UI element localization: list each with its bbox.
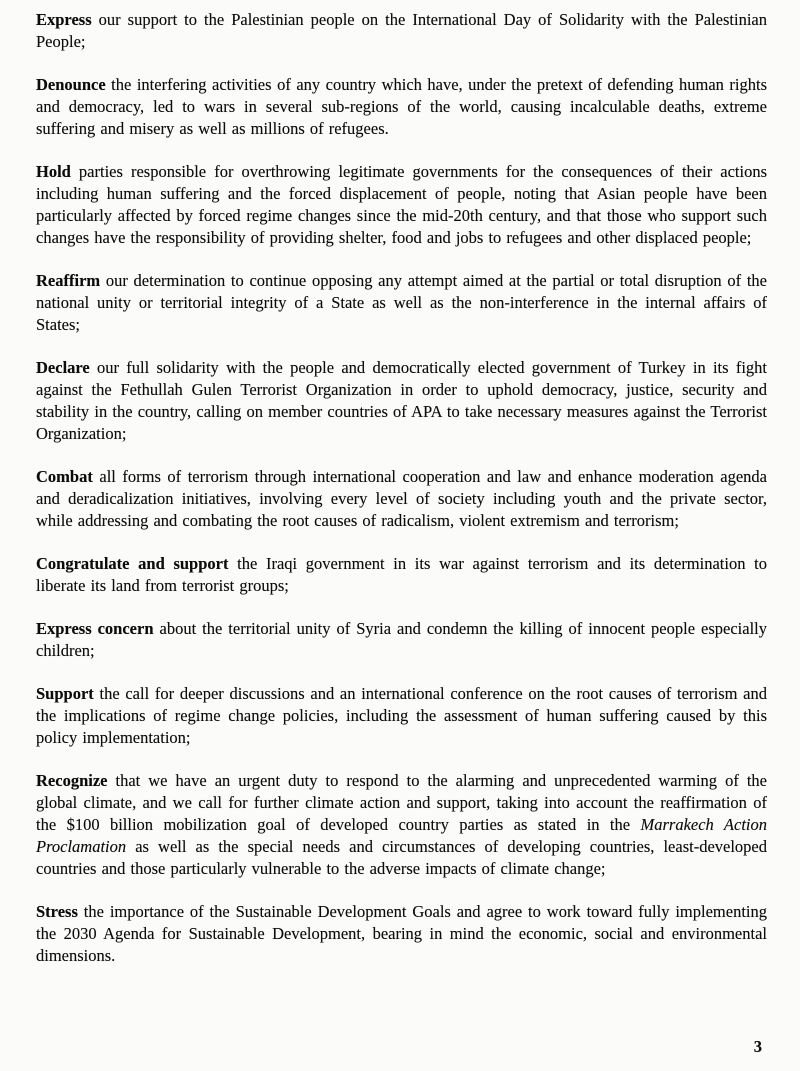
page-number: 3 [753, 1037, 762, 1056]
paragraph-segment-italic: Marrakech Action Proclamation [36, 815, 767, 856]
paragraph [36, 901, 767, 967]
paragraph-segment-bold: Support [36, 684, 94, 703]
paragraph-segment-bold: Recognize [36, 771, 108, 790]
paragraph [36, 9, 767, 53]
paragraph-segment-normal: the call for deeper discussions and an international conference on the root causes of terrorism and the implications of regime change policies, including the assessment of human suffering caused by this policy implementation; [36, 684, 767, 747]
paragraph [36, 270, 767, 336]
paragraph-segment-normal: as well as the special needs and circumstances of developing countries, least-developed countries and those particularly vulnerable to the adverse impacts of climate change; [36, 837, 767, 878]
paragraph-segment-bold: Denounce [36, 75, 106, 94]
document-body [36, 9, 767, 967]
paragraph-segment-bold: Combat [36, 467, 93, 486]
paragraph-segment-bold: Hold [36, 162, 71, 181]
paragraph [36, 553, 767, 597]
paragraph-segment-bold: Reaffirm [36, 271, 101, 290]
paragraph-segment-normal: the interfering activities of any country which have, under the pretext of defending human rights and democracy, led to wars in several sub-regions of the world, causing incalculable deaths, extreme suffering and misery as well as millions of refugees. [36, 75, 767, 138]
paragraph-segment-normal: our support to the Palestinian people on the International Day of Solidarity with the Palestinian People; [36, 10, 767, 51]
paragraph-segment-bold: Express concern [36, 619, 154, 638]
paragraph-segment-bold: Declare [36, 358, 90, 377]
paragraph-segment-normal: the importance of the Sustainable Development Goals and agree to work toward fully implementing the 2030 Agenda for Sustainable Development, bearing in mind the economic, social and environmental dimensions. [36, 902, 767, 965]
paragraph-segment-bold: Stress [36, 902, 78, 921]
paragraph-segment-normal: the Iraqi government in its war against terrorism and its determination to liberate its land from terrorist groups; [36, 554, 767, 595]
paragraph [36, 74, 767, 140]
paragraph-segment-normal: our full solidarity with the people and democratically elected government of Turkey in its fight against the Fethullah Gulen Terrorist Organization in order to uphold democracy, justice, security and stability in the country, calling on member countries of APA to take necessary measures against the Terrorist Organization; [36, 358, 767, 443]
paragraph-segment-normal: parties responsible for overthrowing legitimate governments for the consequences of their actions including human suffering and the forced displacement of people, noting that Asian people have been particularly affected by forced regime changes since the mid-20th century, and that those who support such changes have the responsibility of providing shelter, food and jobs to refugees and other displaced people; [36, 162, 767, 247]
paragraph-segment-normal: about the territorial unity of Syria and condemn the killing of innocent people especially children; [36, 619, 767, 660]
paragraph [36, 770, 767, 880]
paragraph [36, 161, 767, 249]
paragraph-segment-bold: Express [36, 10, 92, 29]
paragraph-segment-normal: all forms of terrorism through international cooperation and law and enhance moderation agenda and deradicalization initiatives, involving every level of society including youth and the private sector, while addressing and combating the root causes of radicalism, violent extremism and terrorism; [36, 467, 767, 530]
paragraph-segment-normal: that we have an urgent duty to respond to the alarming and unprecedented warming of the global climate, and we call for further climate action and support, taking into account the reaffirmation of the $100 billion mobilization goal of developed country parties as stated in the [36, 771, 767, 834]
paragraph [36, 618, 767, 662]
paragraph [36, 357, 767, 445]
paragraph-segment-normal: our determination to continue opposing any attempt aimed at the partial or total disruption of the national unity or territorial integrity of a State as well as the non-interference in the internal affairs of States; [36, 271, 767, 334]
paragraph [36, 466, 767, 532]
paragraph-segment-bold: Congratulate and support [36, 554, 229, 573]
paragraph [36, 683, 767, 749]
